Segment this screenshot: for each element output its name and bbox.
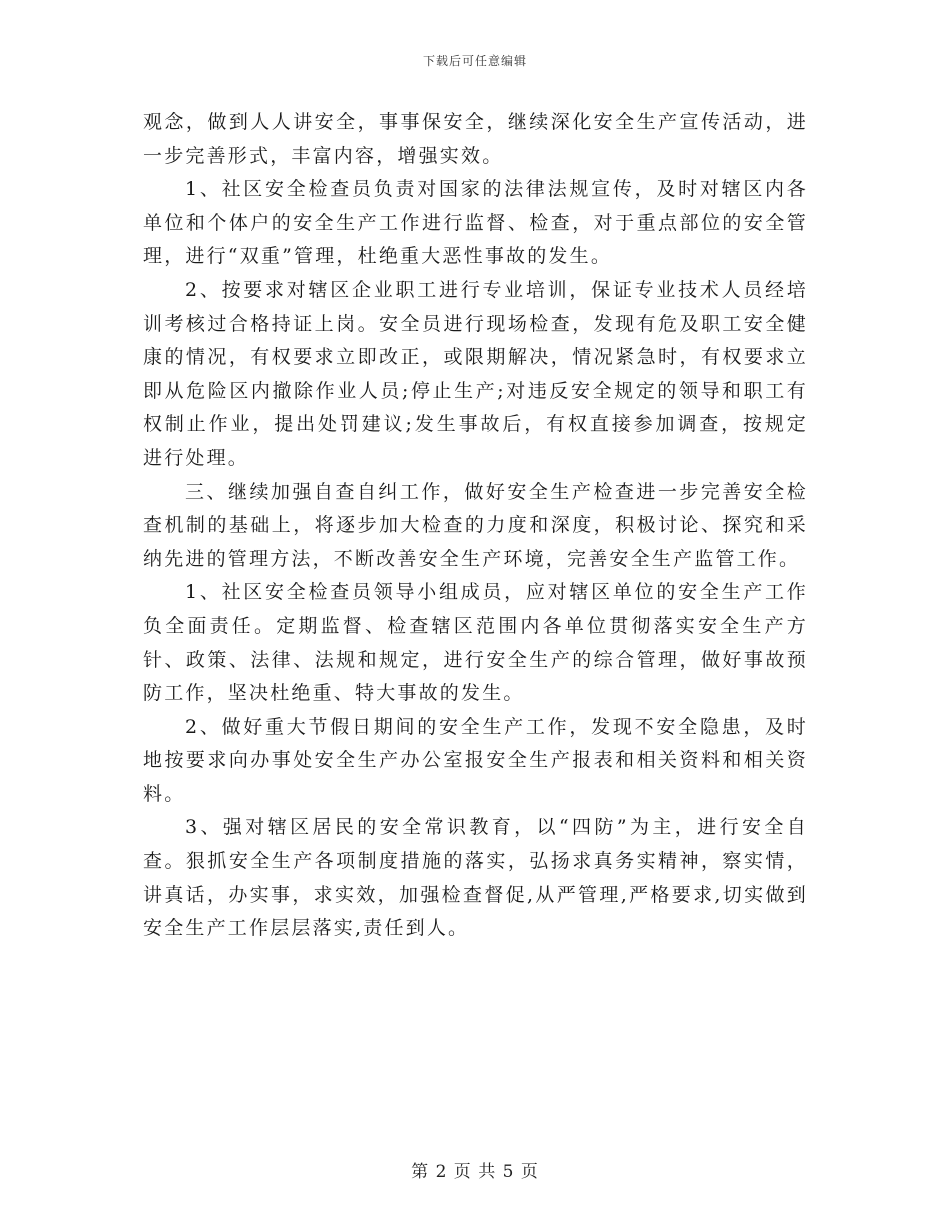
paragraph: 1、社区安全检查员领导小组成员，应对辖区单位的安全生产工作负全面责任。定期监督、检查辖区范围内各单位贯彻落实安全生产方针、政策、法律、法规和规定，进行安全生产的综合管理，做好事故预防工作，坚决杜绝重、特大事故的发生。: [143, 581, 808, 705]
paragraph: 3、强对辖区居民的安全常识教育，以“四防”为主，进行安全自查。狠抓安全生产各项制度措施的落实，弘扬求真务实精神，察实情，讲真话，办实事，求实效，加强检查督促,从严管理,严格要求,切实做到安全生产工作层层落实,责任到人。: [143, 816, 808, 940]
paragraph: 三、继续加强自查自纠工作，做好安全生产检查进一步完善安全检查机制的基础上，将逐步加大检查的力度和深度，积极讨论、探究和采纳先进的管理方法，不断改善安全生产环境，完善安全生产监管工作。: [143, 480, 808, 570]
document-body: [143, 106, 808, 946]
page-number-label: 第 2 页 共 5 页: [411, 1162, 539, 1182]
download-note: 下载后可任意编辑: [422, 54, 527, 68]
paragraph: 2、做好重大节假日期间的安全生产工作，发现不安全隐患，及时地按要求向办事处安全生产办公室报安全生产报表和相关资料和相关资料。: [143, 715, 808, 805]
paragraph: 1、社区安全检查员负责对国家的法律法规宣传，及时对辖区内各单位和个体户的安全生产工作进行监督、检查，对于重点部位的安全管理，进行“双重”管理，杜绝重大恶性事故的发生。: [143, 178, 808, 268]
page-number: [0, 1157, 950, 1182]
paragraph: 2、按要求对辖区企业职工进行专业培训，保证专业技术人员经培训考核过合格持证上岗。安全员进行现场检查，发现有危及职工安全健康的情况，有权要求立即改正，或限期解决，情况紧急时，有权要求立即从危险区内撤除作业人员;停止生产;对违反安全规定的领导和职工有权制止作业，提出处罚建议;发生事故后，有权直接参加调查，按规定进行处理。: [143, 278, 808, 469]
paragraph: 观念，做到人人讲安全，事事保安全，继续深化安全生产宣传活动，进一步完善形式，丰富内容，增强实效。: [143, 111, 808, 167]
